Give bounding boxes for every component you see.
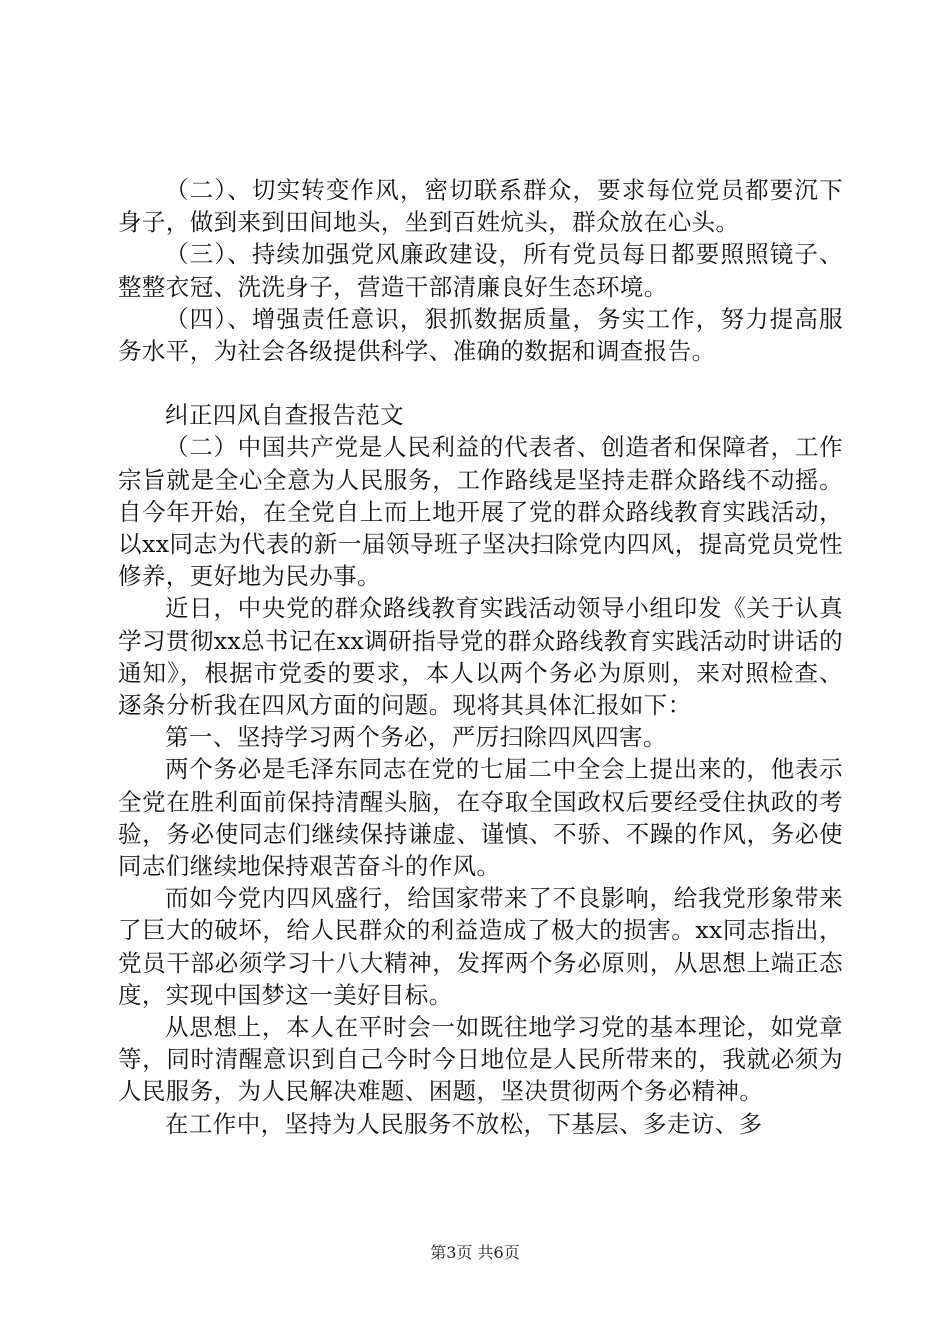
paragraph-notice: 近日，中央党的群众路线教育实践活动领导小组印发《关于认真学习贯彻xx总书记在xx调研指导党的群众路线教育实践活动时讲话的通知》，根据市党委的要求，本人以两个务必为原则，来对照检查、逐条分析我在四风方面的问题。现将其具体汇报如下： [118,594,843,720]
paragraph-item-2: （二）、切实转变作风，密切联系群众，要求每位党员都要沉下身子，做到来到田间地头，坐到百姓炕头，群众放在心头。 [118,176,843,237]
paragraph-item-3: （三）、持续加强党风廉政建设，所有党员每日都要照照镜子、整整衣冠、洗洗身子，营造干部清廉良好生态环境。 [118,240,843,301]
paragraph-thought: 从思想上，本人在平时会一如既往地学习党的基本理论，如党章等，同时清醒意识到自己今时今日地位是人民所带来的，我就必须为人民服务，为人民解决难题、困题，坚决贯彻两个务必精神。 [118,1013,843,1106]
paragraph-first-point: 第一、坚持学习两个务必，严厉扫除四风四害。 [165,723,667,752]
document-body [118,174,843,1140]
page-number-footer: 第3页 共6页 [430,1243,520,1262]
section-title: 纠正四风自查报告范文 [165,401,404,430]
paragraph-work: 在工作中，坚持为人民服务不放松，下基层、多走访、多 [165,1109,763,1138]
paragraph-four-winds: 而如今党内四风盛行，给国家带来了不良影响，给我党形象带来了巨大的破坏，给人民群众的利益造成了极大的损害。xx同志指出，党员干部必须学习十八大精神，发挥两个务必原则，从思想上端正态度，实现中国梦这一美好目标。 [118,884,843,1009]
paragraph-item-4: （四）、增强责任意识，狠抓数据质量，务实工作，努力提高服务水平，为社会各级提供科学、准确的数据和调查报告。 [118,304,843,366]
paragraph-two-musts: 两个务必是毛泽东同志在党的七届二中全会上提出来的，他表示全党在胜利面前保持清醒头脑，在夺取全国政权后要经受住执政的考验，务必使同志们继续保持谦虚、谨慎、不骄、不躁的作风，务必使同志们继续地保持艰苦奋斗的作风。 [118,755,843,881]
paragraph-intro: （二）中国共产党是人民利益的代表者、创造者和保障者，工作宗旨就是全心全意为人民服务，工作路线是坚持走群众路线不动摇。自今年开始，在全党自上而上地开展了党的群众路线教育实践活动，以xx同志为代表的新一届领导班子坚决扫除党内四风，提高党员党性修养，更好地为民办事。 [118,433,843,591]
